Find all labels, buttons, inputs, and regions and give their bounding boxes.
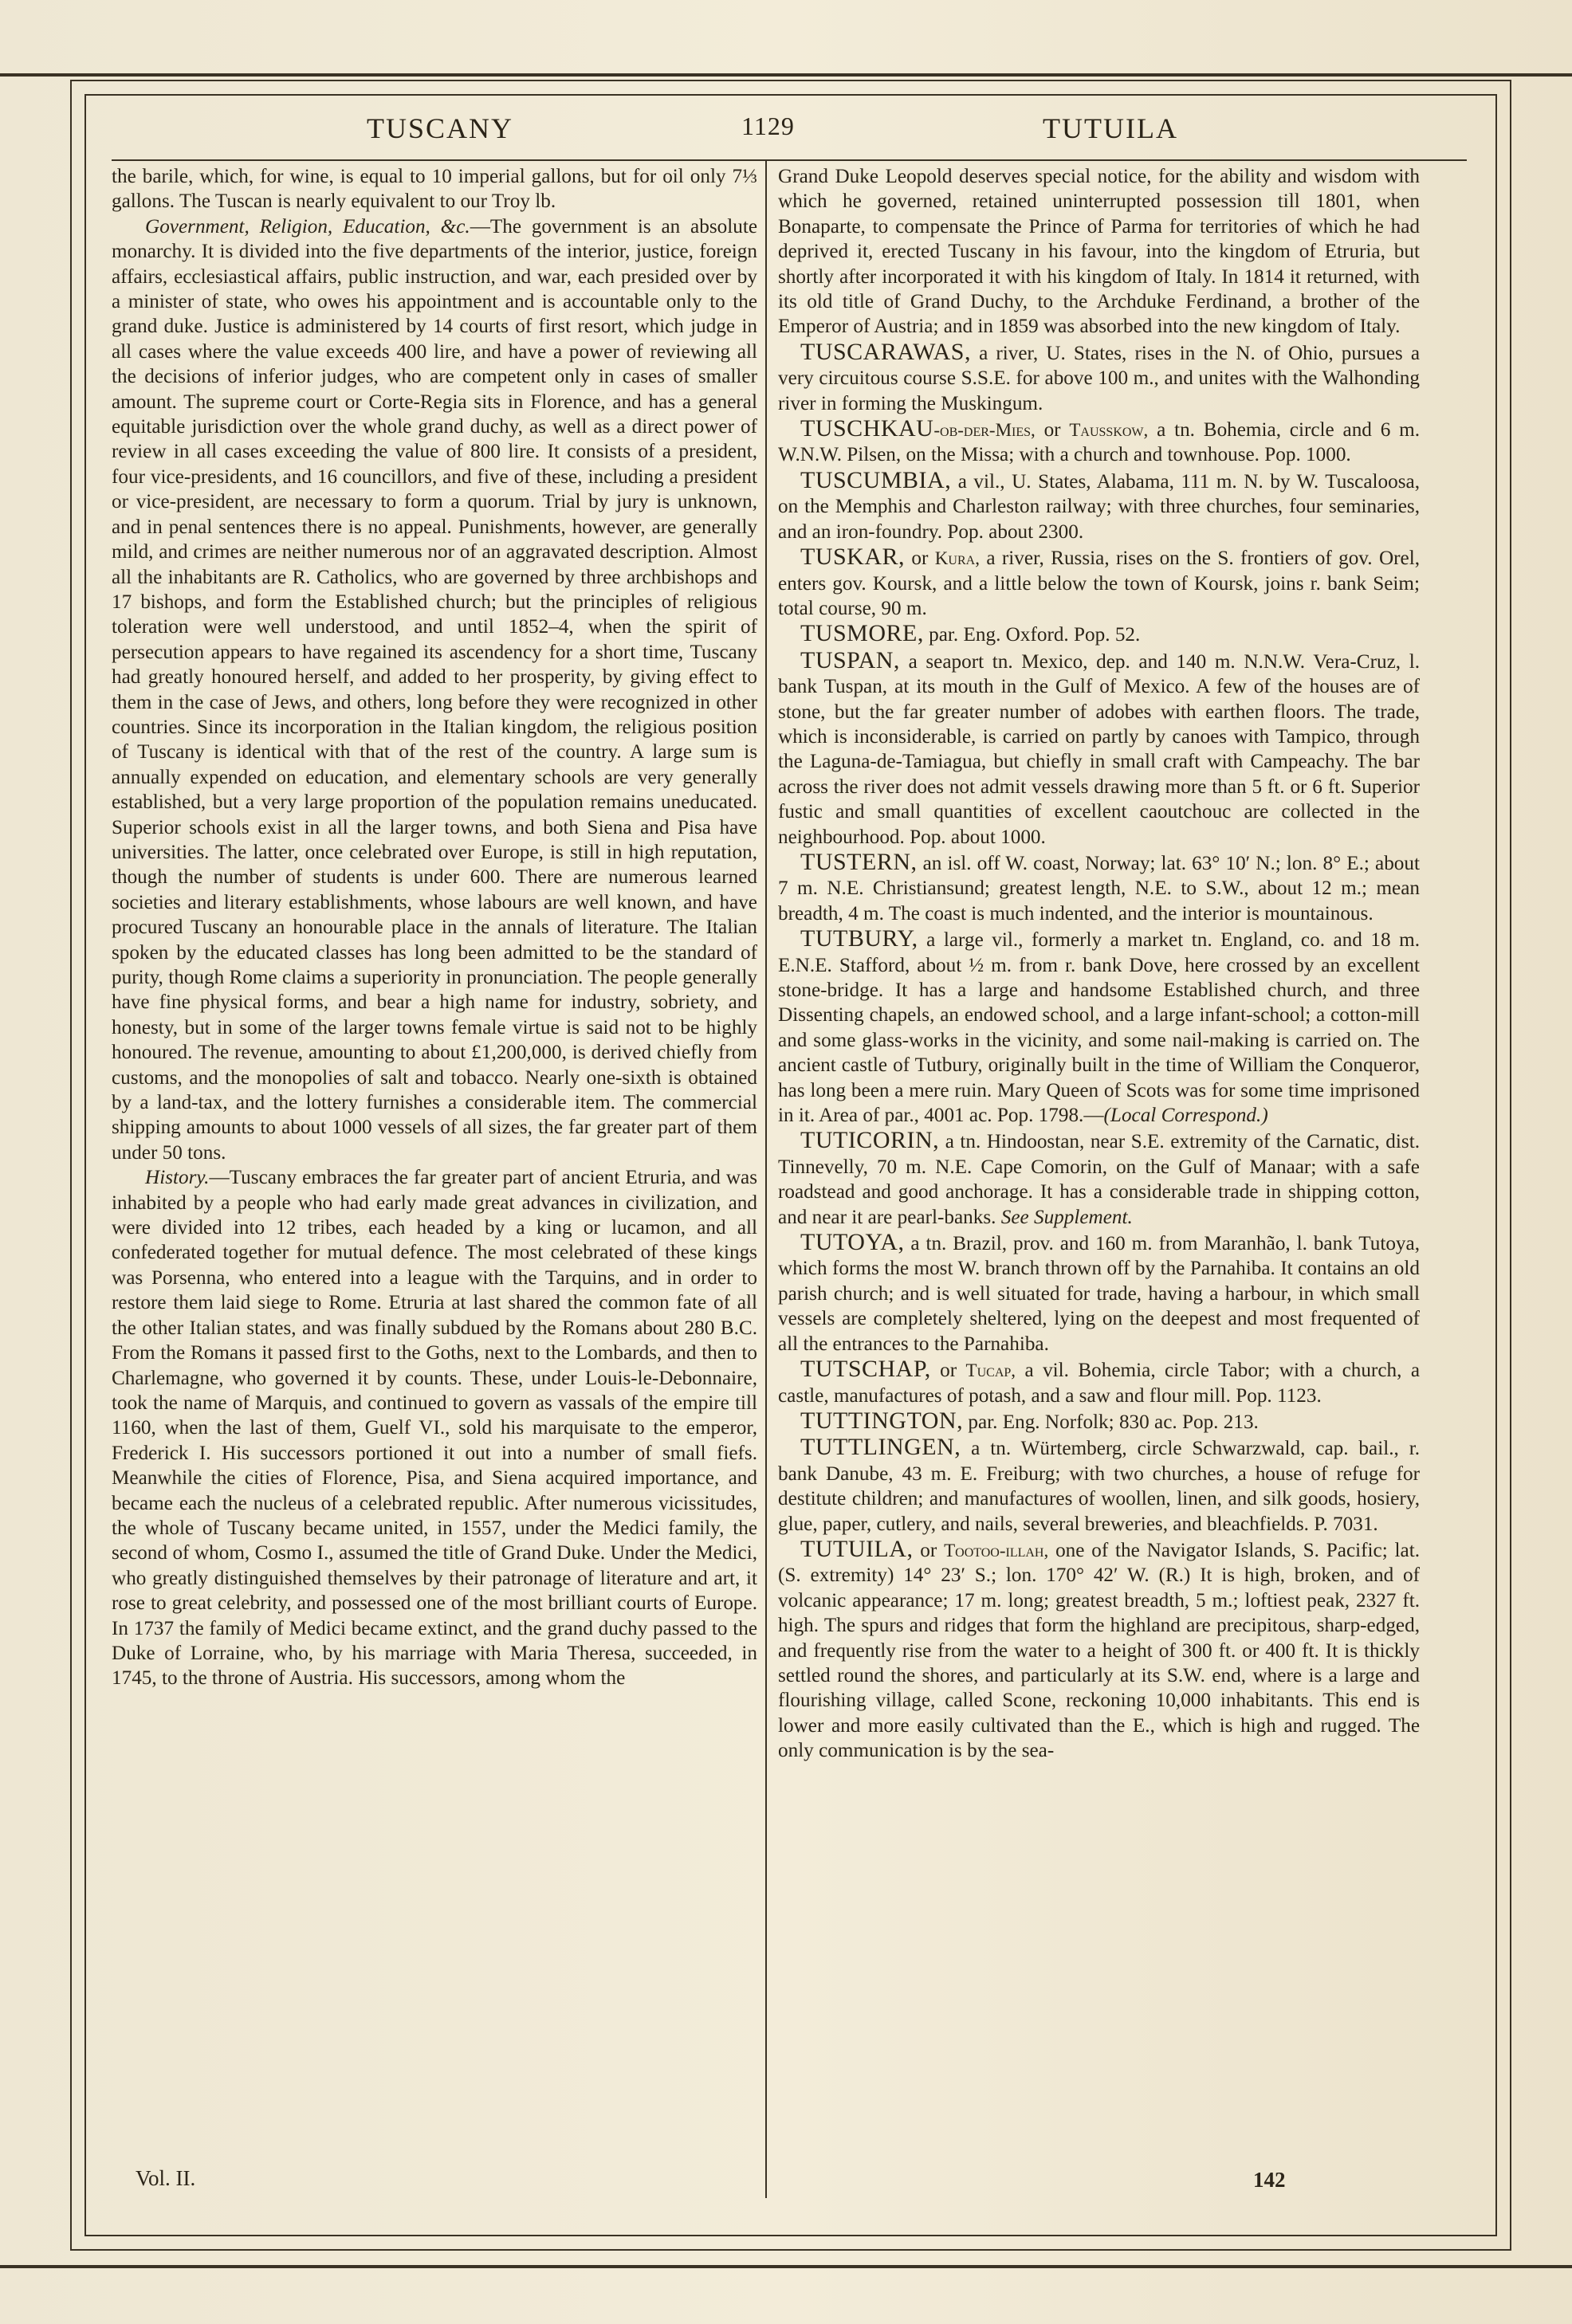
signature-mark: 142 [1253,2168,1286,2192]
entry-cross-reference: See Supplement. [1000,1206,1133,1228]
entry-body: par. Eng. Oxford. Pop. 52. [923,624,1141,646]
left-column [112,164,757,1691]
entry-body: a river, Russia, rises on the S. frontiers of gov. Orel, enters gov. Koursk, and a little below the town of Koursk, joins r. bank Seim; total course, 90 m. [778,548,1420,619]
entry-headword: TUTSCHAP, [800,1356,931,1383]
entry-headword: TUTOYA, [800,1229,905,1256]
entry-tutoya [778,1230,1420,1356]
header-rule [112,159,1467,161]
paragraph-government-body: —The government is an absolute monarchy. It is divided into the five departments of the interior, justice, foreign affairs, ecclesiastical affairs, public instruction, and war, each presided over by a minister of state, who owes his appointment and is accountable only to the grand duke. Justice is administered by 14 courts of first resort, which judge in all cases where the value exceeds 400 lire, and have a power of reviewing all the decisions of inferior judges, who are competent only in cases of smaller amount. The supreme court or Corte-Regia sits in Florence, and has a general equitable jurisdiction over the whole grand duchy, as well as a direct power of review in all cases exceeding the value of 800 lire. It consists of a president, four vice-presidents, and 16 councillors, and five of these, including a president or vice-president, are necessary to form a quorum. Trial by jury is unknown, and in penal sentences there is no appeal. Punishments, however, are generally mild, and crimes are neither numerous nor of an aggravated description. Almost all the inhabitants are R. Catholics, who are governed by three archbishops and 17 bishops, and form the Established church; but the principles of religious toleration were well understood, and until 1852–4, when the spirit of persecution appears to have regained its ascendency for a short time, Tuscany had greatly honoured herself, and added to her prosperity, by giving effect to them in the case of Jews, and others, long before they were recognized in other countries. Since its incorporation in the Italian kingdom, the religious position of Tuscany is identical with that of the rest of the country. A large sum is annually expended on education, and elementary schools are very generally established, but a very large proportion of the population remains uneducated. Superior schools exist in all the larger towns, and both Siena and Pisa have universities. The latter, once celebrated over Europe, is still in high reputation, though the number of students is under 600. There are numerous learned societies and literary establishments, whose labours are well known, and have procured Tuscany an honourable place in the annals of literature. The Italian spoken by the educated classes has long been admitted to be the standard of purity, though Rome claims a superiority in pronunciation. The people generally have fine physical forms, and bear a high name for industry, sobriety, and honesty, but in some of the larger towns female virtue is said not to be highly honoured. The revenue, amounting to about £1,200,000, is derived chiefly from customs, and the monopolies of salt and tobacco. Nearly one-sixth is obtained by a land-tax, and the lottery furnishes a considerable item. The commercial shipping amounts to about 1000 vessels of all sizes, the far greater part of them under 50 tons. [112,215,757,1164]
entry-connector: or [913,1539,945,1561]
right-column [778,164,1420,1764]
running-header [112,112,1467,151]
entry-body: a vil. Bohemia, circle Tabor; with a church, a castle, manufactures of potash, and a saw and flour mill. Pop. 1123. [778,1360,1420,1407]
entry-connector: or [930,1360,966,1382]
entry-body: a tn. Würtemberg, circle Schwarzwald, cap. bail., r. bank Danube, 43 m. E. Freiburg; with two churches, a house of refuge for destitute children; and manufactures of woollen, linen, and silk goods, hosiery, glue, paper, cutlery, and nails, several breweries, and bleachfields. P. 7031. [778,1438,1420,1535]
entry-tuttlingen [778,1435,1420,1537]
entry-body: a seaport tn. Mexico, dep. and 140 m. N.N.W. Vera-Cruz, l. bank Tuspan, at its mouth in the Gulf of Mexico. A few of the houses are of stone, but the far greater number of adobes with earthen floors. The trade, which is inconsiderable, is carried on partly by canoes with Tampico, through the Laguna-de-Tamiagua, but chiefly in small craft with Campeachy. The bar across the river does not admit vessels drawing more than 5 ft. or 6 ft. Superior fustic and small quantities of excellent caoutchouc are collected in the neighbourhood. Pop. about 1000. [778,650,1420,848]
header-right-word: TUTUILA [1043,112,1178,144]
entry-tuscumbia [778,468,1420,544]
entry-variant: Tootoo-illah, [944,1540,1049,1560]
entry-body: a tn. Hindoostan, near S.E. extremity of the Carnatic, dist. Tinnevelly, 70 m. N.E. Cape Comorin, on the Gulf of Manaar; with a safe roadstead and good anchorage. It has a considerable trade in shipping cotton, and near it are pearl-banks. [778,1131,1420,1228]
entry-headword: TUSCARAWAS, [800,338,971,365]
section-heading-history: History. [145,1167,210,1189]
entry-tuttington [778,1408,1420,1435]
paragraph-continuation: Grand Duke Leopold deserves special notice, for the ability and wisdom with which he governed, retained uninterrupted possession till 1801, when Bonaparte, to compensate the Prince of Parma for territories of which he had deprived it, erected Tuscany in his favour, into the kingdom of Etruria, but shortly after incorporated it with his kingdom of Italy. In 1814 it returned, with its old title of Grand Duchy, to the Archduke Ferdinand, a brother of the Emperor of Austria; and in 1859 was absorbed into the new kingdom of Italy. [778,166,1420,338]
entry-headword: TUTTINGTON, [800,1407,964,1434]
entry-tuticorin [778,1128,1420,1230]
paragraph-measures: the barile, which, for wine, is equal to 10 imperial gallons, but for oil only 7⅓ gallons. The Tuscan is nearly equivalent to our Troy lb. [112,166,757,213]
entry-variant: Tucap, [965,1360,1016,1381]
entry-connector: or [1035,419,1070,442]
entry-tuspan [778,648,1420,850]
entry-tutbury [778,926,1420,1128]
entry-tuschkau [778,416,1420,468]
entry-headword: TUTTLINGEN, [800,1434,961,1461]
entry-variant: -ob-der-Mies, [933,420,1036,441]
entry-variant: Tausskow, [1069,420,1149,441]
entry-tuskar [778,544,1420,621]
entry-body: a river, U. States, rises in the N. of Ohio, pursues a very circuitous course S.S.E. for above 100 m., and unites with the Walhonding river in forming the Muskingum. [778,342,1420,414]
paragraph-history [112,1165,757,1691]
top-rule [0,73,1572,77]
entry-headword: TUTUILA, [800,1535,914,1562]
entry-headword: TUSKAR, [800,544,906,571]
bottom-rule [0,2265,1572,2268]
entry-tutuila [778,1537,1420,1764]
entry-headword: TUSPAN, [800,646,900,673]
volume-label: Vol. II. [136,2166,196,2190]
entry-tutschap [778,1356,1420,1408]
page-number: 1129 [741,112,795,140]
entry-body: a tn. Brazil, prov. and 160 m. from Maranhão, l. bank Tutoya, which forms the most W. branch thrown off by the Parnahiba. It contains an old parish church; and is well situated for trade, having a harbour, in which small vessels are completely sheltered, lying on the deepest and most frequented of all the entrances to the Parnahiba. [778,1233,1420,1355]
entry-body: an isl. off W. coast, Norway; lat. 63° 10′ N.; lon. 8° E.; about 7 m. N.E. Christiansund; greatest length, N.E. to S.W., about 12 m.; mean breadth, 4 m. The coast is much indented, and the interior is mountainous. [778,852,1420,924]
paragraph-history-body: —Tuscany embraces the far greater part of ancient Etruria, and was inhabited by a people who had early made great advances in civilization, and were divided into 12 tribes, each headed by a king or lucamon, and all confederated together for mutual defence. The most celebrated of these kings was Porsenna, who entered into a league with the Tarquins, and in order to restore them laid siege to Rome. Etruria at last shared the common fate of all the other Italian states, and was finally subdued by the Romans about 280 B.C. From the Romans it passed first to the Goths, next to the Lombards, and then to Charlemagne, who governed it by counts. These, under Louis-le-Debonnaire, took the name of Marquis, and continued to govern as vassals of the empire till 1160, when the last of them, Guelf VI., sold his marquisate to the emperor, Frederick I. His successors portioned it out into a number of small fiefs. Meanwhile the cities of Florence, Pisa, and Siena acquired importance, and became each the nucleus of a celebrated republic. After numerous vicissitudes, the whole of Tuscany became united, in 1557, under the Medici family, the second of whom, Cosmo I., assumed the title of Grand Duke. Under the Medici, who greatly distinguished themselves by their patronage of literature and art, it rose to great celebrity, and possessed one of the most brilliant courts of Europe. In 1737 the family of Medici became extinct, and the grand duchy passed to the Duke of Lorraine, who, by his marriage with Maria Theresa, succeeded, in 1745, to the throne of Austria. His successors, among whom the [112,1167,757,1690]
entry-headword: TUSMORE, [800,620,924,647]
entry-connector: or [905,548,935,570]
entry-headword: TUSCUMBIA, [800,466,952,493]
entry-headword: TUSCHKAU [800,415,934,442]
entry-tuscarawas [778,340,1420,416]
entry-headword: TUTICORIN, [800,1127,940,1154]
entry-citation: (Local Correspond.) [1103,1105,1268,1127]
paragraph-government [112,214,757,1165]
entry-body: par. Eng. Norfolk; 830 ac. Pop. 213. [963,1411,1259,1433]
entry-headword: TUSTERN, [800,848,918,875]
entry-body: a tn. Bohemia, circle and 6 m. W.N.W. Pilsen, on the Missa; with a church and townhouse. Pop. 1000. [778,419,1420,466]
entry-headword: TUTBURY, [800,925,918,952]
section-heading-government: Government, Religion, Education, &c. [145,215,470,238]
entry-tusmore [778,621,1420,647]
header-left-word: TUSCANY [367,112,514,144]
entry-variant: Kura, [934,548,980,569]
entry-body: a large vil., formerly a market tn. England, co. and 18 m. E.N.E. Stafford, about ½ m. from r. bank Dove, here crossed by an excellent stone-bridge. It has a large and handsome Established church, and three Dissenting chapels, an endowed school, and a large infant-school; a cotton-mill and some glass-works in the vicinity, and some nail-making is carried on. The ancient castle of Tutbury, originally built in the time of William the Conqueror, has long been a mere ruin. Mary Queen of Scots was for some time imprisoned in it. Area of par., 4001 ac. Pop. 1798.— [778,929,1420,1127]
entry-tustern [778,850,1420,926]
column-divider [765,161,767,2198]
entry-body: a vil., U. States, Alabama, 111 m. N. by W. Tuscaloosa, on the Memphis and Charleston railway; with three churches, four seminaries, and an iron-foundry. Pop. about 2300. [778,470,1420,543]
entry-body: one of the Navigator Islands, S. Pacific; lat. (S. extremity) 14° 23′ S.; lon. 170° 42′ W. (R.) It is high, broken, and of volcanic appearance; 17 m. long; greatest breadth, 5 m.; loftiest peak, 2327 ft. high. The spurs and ridges that form the highland are precipitous, sharp-edged, and frequently rise from the water to a height of 300 ft. or 400 ft. It is thickly settled round the shores, and particularly at its S.W. end, where is a large and flourishing village, called Scone, reckoning 10,000 inhabitants. This end is lower and more easily cultivated than the E., which is high and rugged. The only communication is by the sea- [778,1539,1420,1762]
